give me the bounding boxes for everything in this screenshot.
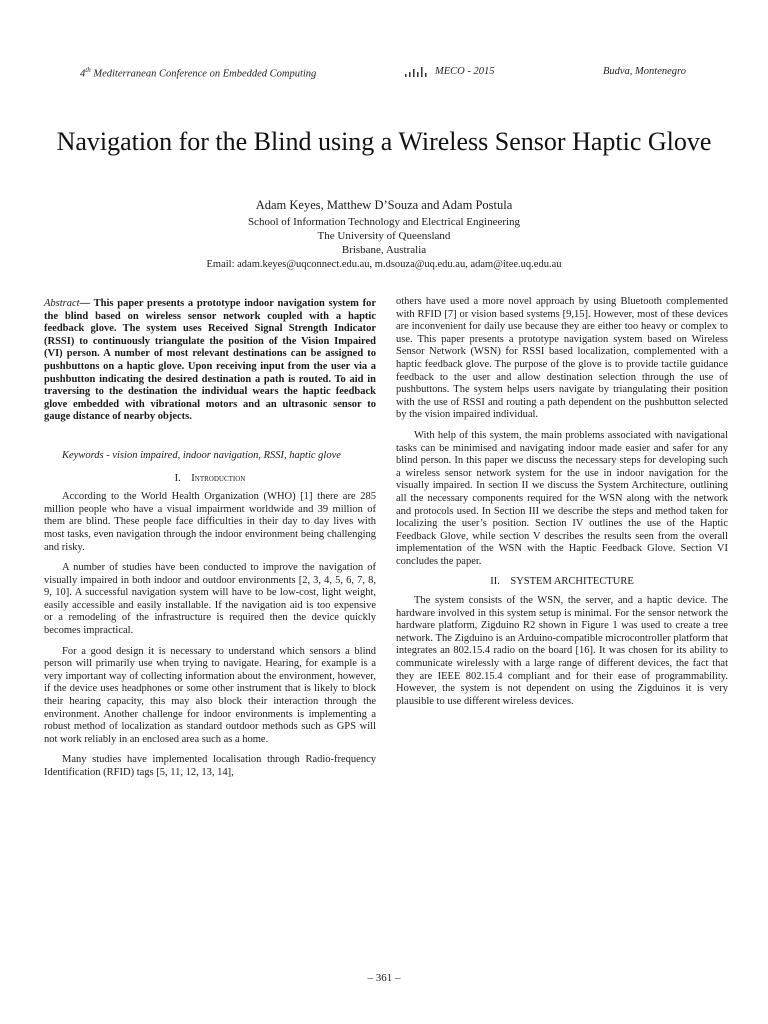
paper-title: Navigation for the Blind using a Wireless Sensor Haptic Glove — [56, 127, 712, 156]
affiliation-city: Brisbane, Australia — [341, 244, 427, 256]
conference-name: 4th Mediterranean Conference on Embedded Computing — [80, 66, 317, 80]
abstract-text: This paper presents a prototype indoor navigation system for the blind based on wireless sensor network coupled with a haptic feedback glove. The system uses Received Signal Strength Indicator (RSSI) to continuously triangulate the position of the Vision Impaired (VI) person. A number of most relevant destinations can be assigned to pushbuttons on a haptic glove. Upon receiving input from the user via a pushbutton indicating the desired destination a path is routed. To aid in traversing to the destination the individual wears the haptic feedback glove embedded with vibrational motors and an ultrasonic sensor to gauge distance of nearby objects. — [44, 298, 376, 423]
conference-acronym: MECO - 2015 — [435, 66, 495, 77]
meco-logo-icon — [402, 66, 432, 78]
paragraph-architecture-1: The system consists of the WSN, the server, and a haptic device. The hardware involved in this system setup is minimal. For the sensor network the hardware platform, Zigduino R2 shown in Figure 1 was used to create a tree network. The Zigduino is an Arduino-compatible microcontroller platform that integrates an 802.15.4 radio on the board [16]. It was chosen for its ability to communicate wirelessly with a large range of different devices, the fact that they are IEEE 802.15.4 compliant and for their ease of programmability. However, the system is not dependent on using the Zigduinos it is very plausible to use different wireless devices. — [396, 595, 728, 707]
running-header — [80, 66, 700, 80]
affiliation-school: School of Information Technology and Electrical Engineering — [247, 216, 521, 228]
paragraph-intro-1: According to the World Health Organization (WHO) [1] there are 285 million people who have a visual impairment worldwide and 39 million of them are blind. These people face difficulties in their day to day lives with most tasks, even navigation through the indoor environment being challenging and risky. — [44, 491, 376, 553]
paragraph-intro-2: A number of studies have been conducted to improve the navigation of visually impaired in both indoor and outdoor environments [2, 3, 4, 5, 6, 7, 8, 9, 10]. A successful navigation system will have to be low-cost, light weight, easily accessible and easily installable. If the navigation aid is too expensive or a remodeling of the infrastructure is required then the device quickly becomes impractical. — [44, 562, 376, 637]
paragraph-intro-4: Many studies have implemented localisation through Radio-frequency Identification (RFID) tags [5, 11, 12, 13, 14], — [44, 754, 376, 778]
authors: Adam Keyes, Matthew D’Souza and Adam Postula — [255, 198, 513, 212]
left-column — [44, 298, 376, 788]
right-column — [396, 296, 728, 716]
abstract: Abstract— This paper presents a prototype indoor navigation system for the blind based on wireless sensor network coupled with a haptic feedback glove. The system uses Received Signal Strength Indicator (RSSI) to continuously triangulate the position of the Vision Impaired (VI) person. A number of most relevant destinations can be assigned to pushbuttons on a haptic glove. Upon receiving input from the user via a pushbutton indicating the desired destination a path is routed. To aid in traversing to the destination the individual wears the haptic feedback glove embedded with vibrational motors and an ultrasonic sensor to gauge distance of nearby objects. — [44, 298, 376, 423]
conference-location: Budva, Montenegro — [602, 66, 686, 77]
paragraph-overview: With help of this system, the main problems associated with navigational tasks can be minimised and navigating indoor made easier and safer for any blind person. In this paper we discuss the necessary steps for developing such a wireless sensor network system for the use in indoor navigation for the visually impaired. In section II we discuss the System Architecture, outlining all the necessary components required for the WSN along with the network and protocols used. In Section III we describe the steps and method taken for localizing the user’s position. Section IV outlines the use of the Haptic Feedback Glove, while section V describes the results seen from the overall implementation of the WSN with the Haptic Feedback Glove. Section VI concludes the paper. — [396, 429, 728, 567]
keywords: Keywords - vision impaired, indoor navigation, RSSI, haptic glove — [62, 449, 341, 461]
paragraph-continued: others have used a more novel approach by using Bluetooth complemented with RFID [7] or vision based systems [9,15]. However, most of these devices are inconvenient for daily use because they are either too heavy or complex to use. This paper presents a prototype navigation system based on Wireless Sensor Network (WSN) for RSSI based localization, complemented with a haptic feedback glove. The purpose of the glove is to provide tactile guidance feedback to the user and allow destination selection through the use of pushbuttons. The system helps users navigate by triangulating their position with the use of RSSI and routing a path dependent on the pushbutton selected by the vision impaired individual. — [396, 296, 728, 421]
section-heading-system-architecture: II. SYSTEM ARCHITECTURE — [490, 576, 634, 588]
section-heading-introduction: I. Introduction — [174, 472, 246, 484]
author-emails: Email: adam.keyes@uqconnect.edu.au, m.dsouza@uq.edu.au, adam@itee.uq.edu.au — [206, 259, 562, 270]
paragraph-intro-3: For a good design it is necessary to understand which sensors a blind person will primarily use when trying to navigate. Hearing, for example is a very important way of collecting information about the environment, however, if the device uses headphones or some other instrument that is likely to block their hearing capacity, this may also block their interaction through the environment. Another challenge for indoor environments is implementing a robust method of localization as standard outdoor methods such as GPS will not work reliably in an enclosed area such as a home. — [44, 645, 376, 745]
affiliation-university: The University of Queensland — [317, 230, 451, 242]
abstract-label: Abstract — [44, 298, 80, 309]
page-number: – 361 – — [367, 972, 401, 984]
